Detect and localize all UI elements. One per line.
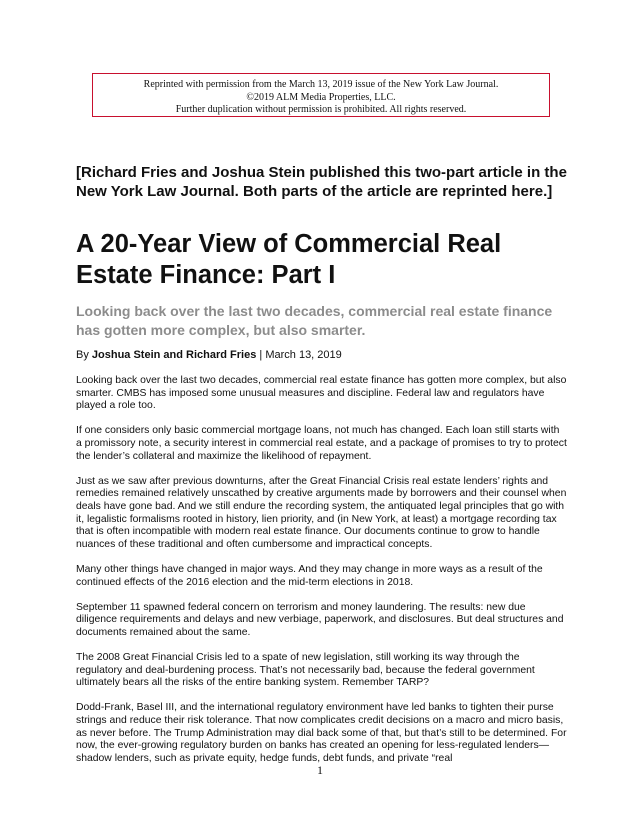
reprint-notice-box (92, 73, 550, 117)
article-subtitle: Looking back over the last two decades, commercial real estate finance has gotten more complex, but also smarter. (76, 303, 553, 338)
byline-separator: | (256, 349, 266, 361)
byline-authors: Joshua Stein and Richard Fries (91, 349, 257, 361)
article-body (76, 375, 568, 778)
body-paragraph: The 2008 Great Financial Crisis led to a spate of new legislation, still working its way through the regulatory and deal-burdening process. That’s not necessarily bad, because the federal government ultimately bears all the risks of the entire banking system. Remember TARP? (76, 652, 535, 689)
article-title: A 20-Year View of Commercial Real Estate Finance: Part I (76, 230, 502, 289)
reprint-notice-line-1: Reprinted with permission from the March 13, 2019 issue of the New York Law Journal. (143, 79, 499, 90)
byline-prefix: By (76, 349, 92, 361)
byline-date: March 13, 2019 (265, 349, 342, 361)
reprint-notice-line-3: Further duplication without permission is prohibited. All rights reserved. (175, 104, 467, 115)
byline (76, 348, 576, 362)
body-paragraph: Many other things have changed in major ways. And they may change in more ways as a result of the continued effects of the 2016 election and the mid-term elections in 2018. (76, 563, 543, 588)
body-paragraph: Dodd-Frank, Basel III, and the international regulatory environment have led banks to tighten their purse strings and reduce their risk tolerance. That now complicates credit decisions on a macro and micro basis, as never before. The Trump Administration may dial back some of that, but that’s still to be determined. For now, the ever-growing regulatory burden on banks has created an opening for less-regulated lenders—shadow lenders, such as private equity, hedge funds, debt funds, and private “real (76, 702, 567, 764)
body-paragraph: Looking back over the last two decades, commercial real estate finance has gotten more complex, but also smarter. CMBS has imposed some unusual measures and discipline. Federal law and regulators have played a role too. (76, 375, 567, 412)
page-number: 1 (317, 763, 323, 777)
editor-note: [Richard Fries and Joshua Stein published this two-part article in the New York Law Journal. Both parts of the article are reprinted here.] (76, 164, 567, 200)
reprint-notice-line-2: ©2019 ALM Media Properties, LLC. (246, 91, 396, 103)
body-paragraph: Just as we saw after previous downturns, after the Great Financial Crisis real estate lenders’ rights and remedies remained relatively unscathed by creative arguments made by borrowers and their counsel when deals have gone bad. And we still endure the recording system, the antiquated legal principles that go with it, legalistic formalisms rooted in history, lien priority, and (in New York, at least) a mortgage recording tax that is often incompatible with modern real estate finance. Our documents continue to grow to handle nuances of these traditional and often cumbersome and impractical concepts. (76, 475, 567, 550)
body-paragraph: September 11 spawned federal concern on terrorism and money laundering. The results: new due diligence requirements and delays and new verbiage, paperwork, and disclosures. But deal structures and documents remained about the same. (76, 601, 564, 638)
body-paragraph: If one considers only basic commercial mortgage loans, not much has changed. Each loan still starts with a promissory note, a security interest in commercial real estate, and a package of promises to try to protect the lender’s collateral and maximize the likelihood of repayment. (76, 425, 567, 462)
